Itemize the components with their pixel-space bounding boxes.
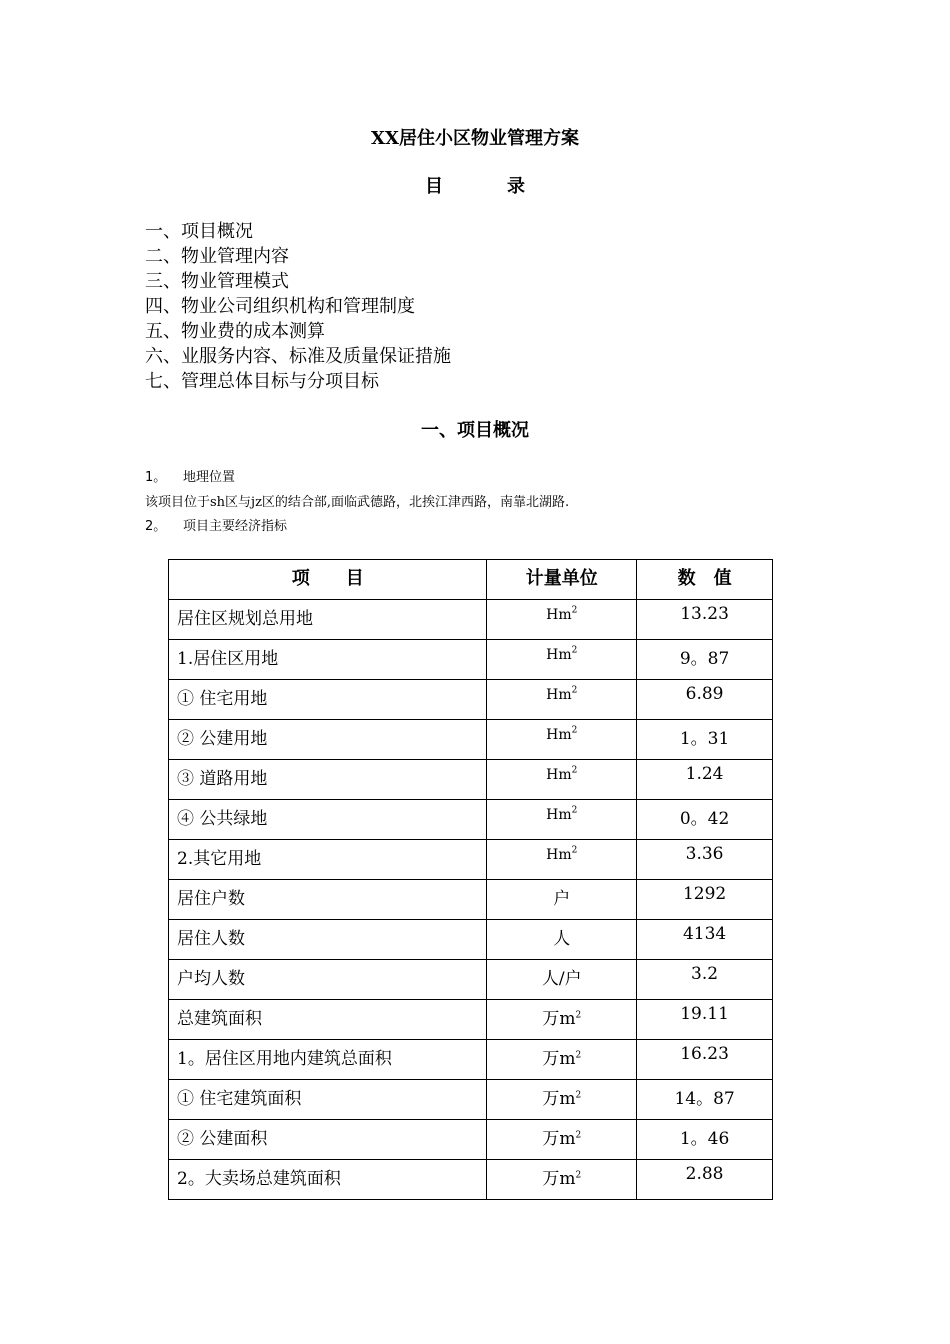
unit-text: Hm — [546, 767, 572, 783]
table-row — [169, 1040, 773, 1080]
unit-text: 万m — [542, 1049, 576, 1069]
unit-text: 万m — [542, 1089, 576, 1109]
section-heading: 一、项目概况 — [421, 420, 529, 441]
table-row — [169, 1080, 773, 1120]
unit-text: 万m — [542, 1169, 576, 1189]
cell-item: ③ 道路用地 — [169, 760, 487, 800]
table-body — [169, 600, 773, 1200]
table-row — [169, 880, 773, 920]
cell-unit — [487, 680, 637, 720]
unit-text: Hm — [546, 807, 572, 823]
unit-superscript: 2 — [571, 805, 578, 816]
cell-unit — [487, 640, 637, 680]
unit-text: Hm — [546, 607, 572, 623]
toc-item: 五、物业费的成本测算 — [145, 321, 325, 342]
cell-item: ① 住宅用地 — [169, 680, 487, 720]
cell-unit — [487, 720, 637, 760]
unit-text: 户 — [553, 889, 571, 909]
cell-item: ② 公建面积 — [169, 1120, 487, 1160]
toc-item: 一、项目概况 — [145, 221, 253, 242]
cell-item: 1.居住区用地 — [169, 640, 487, 680]
unit-superscript: 2 — [575, 1050, 582, 1061]
subsection-label: 地理位置 — [183, 470, 236, 485]
table-row — [169, 1160, 773, 1200]
unit-text: 万m — [542, 1009, 576, 1029]
unit-superscript: 2 — [571, 725, 578, 736]
unit-superscript: 2 — [575, 1090, 582, 1101]
cell-value: 1。46 — [637, 1120, 773, 1160]
unit-superscript: 2 — [575, 1010, 582, 1021]
unit-superscript: 2 — [571, 685, 578, 696]
cell-item: 1。居住区用地内建筑总面积 — [169, 1040, 487, 1080]
unit-text: 万m — [542, 1129, 576, 1149]
table-row — [169, 640, 773, 680]
unit-text: 人/户 — [541, 969, 582, 989]
cell-item: 2。大卖场总建筑面积 — [169, 1160, 487, 1200]
cell-unit — [487, 1120, 637, 1160]
table-row — [169, 800, 773, 840]
table-header-row — [169, 560, 773, 600]
table-row — [169, 840, 773, 880]
cell-value: 16.23 — [637, 1040, 773, 1080]
cell-unit — [487, 1000, 637, 1040]
table-row — [169, 920, 773, 960]
header-unit: 计量单位 — [487, 560, 637, 600]
table-row — [169, 600, 773, 640]
cell-item: ① 住宅建筑面积 — [169, 1080, 487, 1120]
cell-unit — [487, 1080, 637, 1120]
unit-superscript: 2 — [571, 765, 578, 776]
unit-superscript: 2 — [571, 645, 578, 656]
table-row — [169, 680, 773, 720]
cell-value: 2.88 — [637, 1160, 773, 1200]
toc-heading — [0, 172, 950, 198]
table-row — [169, 720, 773, 760]
cell-item: 居住人数 — [169, 920, 487, 960]
cell-unit — [487, 960, 637, 1000]
cell-value: 1。31 — [637, 720, 773, 760]
unit-text: Hm — [546, 687, 572, 703]
cell-unit — [487, 800, 637, 840]
cell-item: 居住户数 — [169, 880, 487, 920]
subsection-location — [145, 466, 235, 485]
unit-superscript: 2 — [571, 845, 578, 856]
economic-indicators-table — [168, 559, 773, 1200]
cell-item: 总建筑面积 — [169, 1000, 487, 1040]
unit-superscript: 2 — [575, 1170, 582, 1181]
subsection-number: 2。 — [145, 519, 167, 534]
cell-value: 1292 — [637, 880, 773, 920]
table-row — [169, 1120, 773, 1160]
cell-unit — [487, 880, 637, 920]
toc-heading-char-1: 目 — [425, 176, 443, 197]
cell-value: 0。42 — [637, 800, 773, 840]
toc-heading-char-2: 录 — [507, 176, 525, 197]
cell-unit — [487, 760, 637, 800]
unit-superscript: 2 — [571, 605, 578, 616]
cell-value: 4134 — [637, 920, 773, 960]
subsection-number: 1。 — [145, 470, 167, 485]
cell-item: ② 公建用地 — [169, 720, 487, 760]
table-row — [169, 960, 773, 1000]
document-title: XX居住小区物业管理方案 — [371, 128, 579, 149]
cell-value: 9。87 — [637, 640, 773, 680]
cell-unit — [487, 600, 637, 640]
toc-item: 四、物业公司组织机构和管理制度 — [145, 296, 415, 317]
cell-unit — [487, 840, 637, 880]
unit-text: Hm — [546, 847, 572, 863]
toc-item: 七、管理总体目标与分项目标 — [145, 371, 379, 392]
location-paragraph: 该项目位于sh区与jz区的结合部,面临武德路，北挨江津西路，南靠北湖路. — [145, 495, 570, 510]
cell-item: 2.其它用地 — [169, 840, 487, 880]
cell-value: 3.36 — [637, 840, 773, 880]
unit-text: Hm — [546, 647, 572, 663]
cell-item: 居住区规划总用地 — [169, 600, 487, 640]
table-of-contents — [145, 219, 451, 394]
unit-superscript: 2 — [575, 1130, 582, 1141]
cell-unit — [487, 1160, 637, 1200]
cell-value: 14。87 — [637, 1080, 773, 1120]
toc-item: 六、业服务内容、标准及质量保证措施 — [145, 346, 451, 367]
cell-value: 6.89 — [637, 680, 773, 720]
toc-item: 二、物业管理内容 — [145, 246, 289, 267]
cell-value: 1.24 — [637, 760, 773, 800]
cell-value: 13.23 — [637, 600, 773, 640]
cell-item: ④ 公共绿地 — [169, 800, 487, 840]
unit-text: 人 — [553, 929, 571, 949]
table-row — [169, 1000, 773, 1040]
cell-value: 19.11 — [637, 1000, 773, 1040]
subsection-label: 项目主要经济指标 — [183, 519, 288, 534]
toc-item: 三、物业管理模式 — [145, 271, 289, 292]
cell-value: 3.2 — [637, 960, 773, 1000]
subsection-indicators — [145, 515, 287, 534]
header-value: 数 值 — [637, 560, 773, 600]
unit-text: Hm — [546, 727, 572, 743]
cell-unit — [487, 1040, 637, 1080]
table-row — [169, 760, 773, 800]
cell-item: 户均人数 — [169, 960, 487, 1000]
cell-unit — [487, 920, 637, 960]
header-item: 项 目 — [169, 560, 487, 600]
